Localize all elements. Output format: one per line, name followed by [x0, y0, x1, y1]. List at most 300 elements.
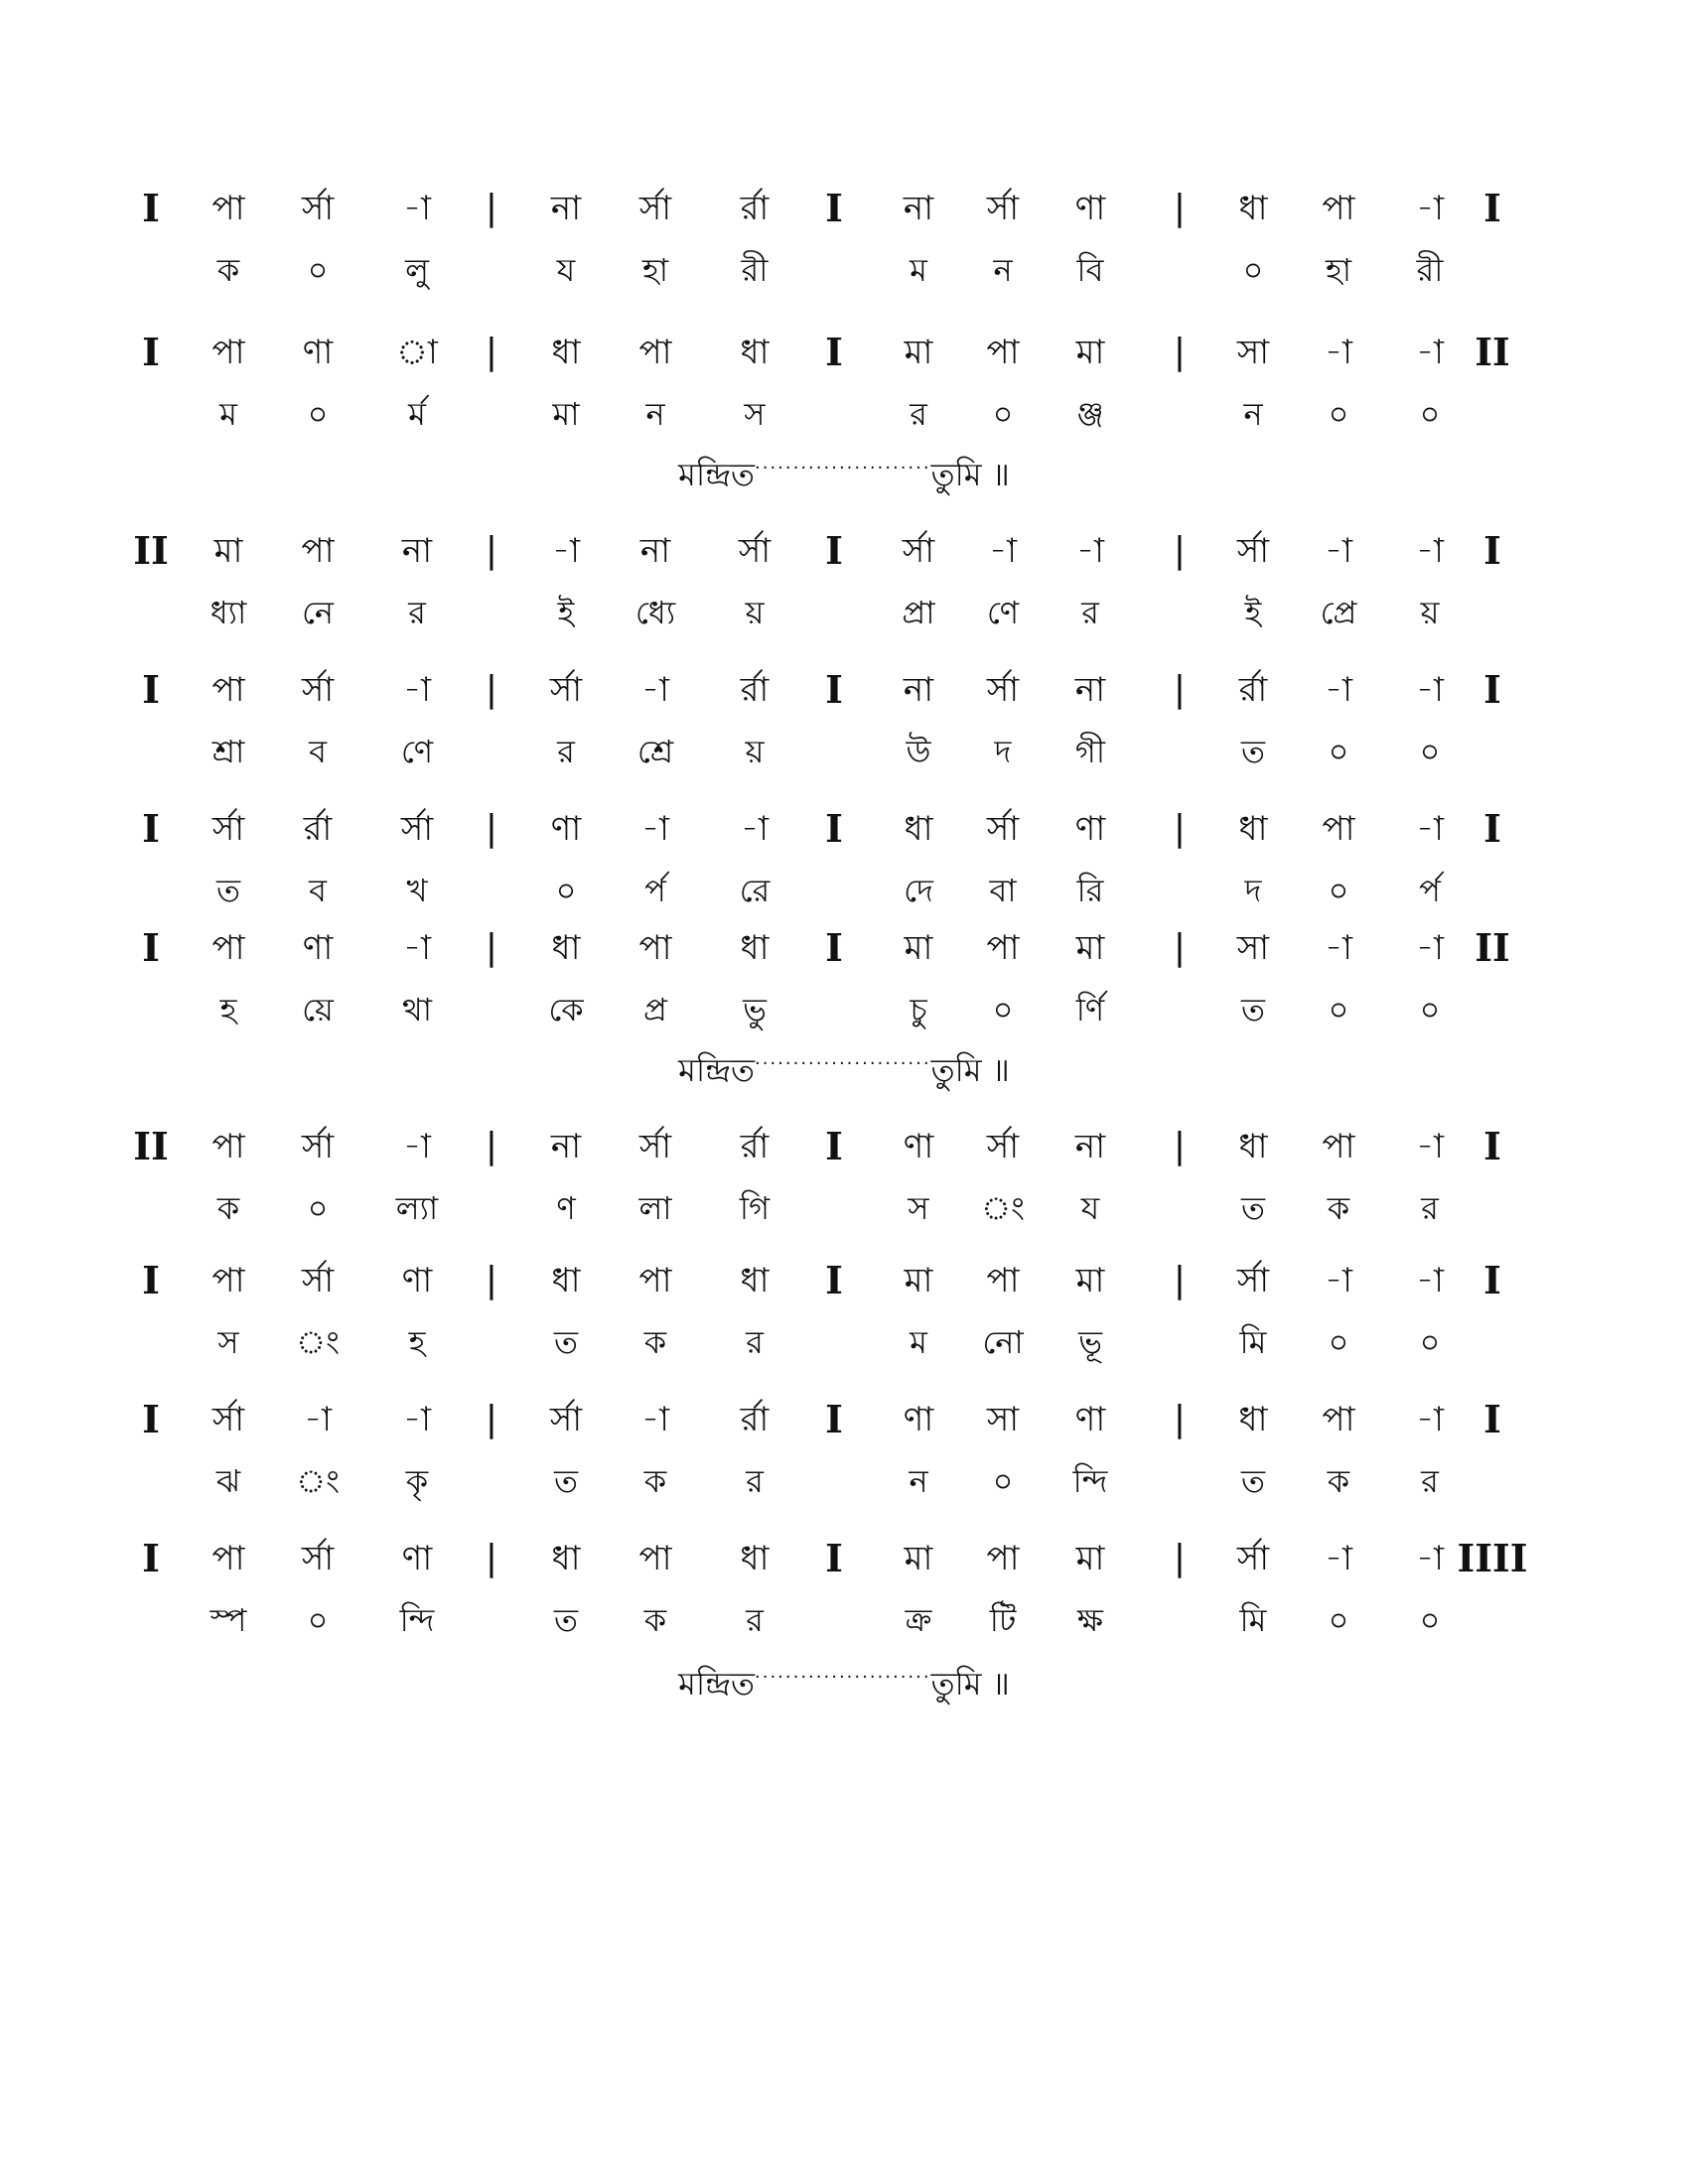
lyric-syllable: ০	[1419, 991, 1441, 1028]
lyric-syllable: ত	[1240, 1189, 1266, 1227]
lyric-syllable: শ্রা	[211, 733, 245, 770]
end-barline: I	[1483, 806, 1501, 851]
swara-note: পা	[638, 1261, 672, 1300]
start-barline: II	[133, 528, 169, 573]
swara-note: -া	[1325, 670, 1352, 710]
lyric-syllable: ০	[1419, 1323, 1441, 1361]
lyric-syllable: ০	[1328, 991, 1349, 1028]
notation-line	[0, 323, 1688, 382]
swara-note: না	[903, 670, 934, 710]
lyric-syllable: মি	[1239, 1601, 1267, 1639]
notation-line	[0, 1117, 1688, 1176]
swara-note: র্সা	[301, 1261, 335, 1300]
swara-note: -া	[1416, 809, 1444, 849]
barline: |	[485, 808, 498, 849]
lyric-syllable: ম	[910, 1323, 927, 1361]
lyric-syllable: ন	[1243, 395, 1263, 433]
lyric-line	[0, 861, 1688, 920]
lyric-line	[0, 1312, 1688, 1372]
swara-note: ধা	[740, 1539, 770, 1578]
swara-note: ণা	[903, 1400, 934, 1439]
swara-note: -া	[403, 670, 431, 710]
lyric-syllable: কে	[548, 991, 584, 1028]
swara-note: না	[903, 189, 934, 228]
lyric-syllable: ক	[643, 1323, 667, 1361]
lyric-syllable: ০	[555, 872, 577, 909]
lyric-syllable: য	[556, 251, 576, 289]
lyric-syllable: ভু	[743, 991, 767, 1028]
swara-note: না	[1074, 1127, 1106, 1166]
lyric-syllable: র	[746, 1462, 764, 1500]
swara-note: মা	[904, 1261, 933, 1300]
swara-note: র্সা	[986, 809, 1020, 849]
lyric-syllable: রি	[1076, 872, 1104, 909]
barline: |	[1173, 808, 1187, 849]
swara-note: র্সা	[738, 531, 772, 571]
barline: |	[485, 188, 498, 228]
swara-note: পা	[211, 1539, 245, 1578]
notation-line	[0, 799, 1688, 859]
refrain-end: তুমি ॥	[930, 1050, 1010, 1089]
swara-note: র্সা	[301, 1127, 335, 1166]
lyric-syllable: ০	[1328, 1323, 1349, 1361]
swara-note: পা	[986, 1539, 1020, 1578]
swara-note: মা	[1075, 333, 1105, 372]
swara-note: পা	[986, 333, 1020, 372]
swara-note: পা	[638, 1539, 672, 1578]
lyric-syllable: কৃ	[405, 1462, 429, 1500]
lyric-line	[0, 1178, 1688, 1238]
lyric-syllable: র	[557, 733, 575, 770]
swara-note: ণা	[1074, 809, 1106, 849]
lyric-syllable: ম	[910, 251, 927, 289]
lyric-syllable: ত	[553, 1601, 579, 1639]
end-barline: IIII	[1457, 1536, 1528, 1580]
swara-note: র্সা	[301, 1539, 335, 1578]
swara-note: -া	[1325, 928, 1352, 968]
refrain-dots: ·······················	[755, 458, 931, 478]
swara-note: -া	[304, 1400, 332, 1439]
barline: |	[1173, 530, 1187, 571]
refrain-dots: ·······················	[755, 1053, 931, 1074]
swara-note: ধা	[551, 333, 581, 372]
lyric-syllable: হ	[219, 991, 237, 1028]
swara-note: -া	[1416, 1127, 1444, 1166]
lyric-syllable: শ্রে	[636, 733, 674, 770]
swara-note: -া	[1325, 333, 1352, 372]
swara-note: -া	[1416, 1261, 1444, 1300]
start-barline: I	[142, 1258, 160, 1302]
swara-note: পা	[1322, 809, 1355, 849]
lyric-syllable: ন	[645, 395, 665, 433]
barline: |	[485, 1126, 498, 1166]
lyric-syllable: ব	[309, 872, 327, 909]
lyric-syllable: হা	[1325, 251, 1352, 289]
barline: |	[1173, 1399, 1187, 1439]
swara-note: ধা	[1238, 189, 1268, 228]
lyric-syllable: বি	[1076, 251, 1104, 289]
notation-line	[0, 1529, 1688, 1588]
swara-note: না	[639, 531, 671, 571]
lyric-line	[0, 240, 1688, 300]
barline: I	[825, 1536, 843, 1580]
swara-note: র্রা	[303, 809, 333, 849]
lyric-syllable: ০	[307, 251, 329, 289]
refrain-start: মন্দ্রিত	[678, 1664, 755, 1703]
swara-note: -া	[1416, 670, 1444, 710]
lyric-syllable: র	[746, 1601, 764, 1639]
lyric-syllable: র	[408, 594, 426, 631]
start-barline: I	[142, 186, 160, 230]
swara-note: ণা	[1074, 1400, 1106, 1439]
swara-note: ধা	[1238, 809, 1268, 849]
notation-line	[0, 1251, 1688, 1310]
swara-note: র্সা	[211, 809, 245, 849]
lyric-syllable: ন্দি	[1072, 1462, 1108, 1500]
swara-note: সা	[1236, 928, 1270, 968]
notation-line	[0, 521, 1688, 581]
barline: |	[1173, 1260, 1187, 1300]
lyric-syllable: ং	[981, 1189, 1025, 1227]
lyric-syllable: ০	[1419, 395, 1441, 433]
swara-note: র্সা	[549, 670, 583, 710]
swara-note: -া	[552, 531, 580, 571]
swara-note: -া	[1416, 333, 1444, 372]
swara-note: র্সা	[986, 189, 1020, 228]
notation-line	[0, 1390, 1688, 1449]
refrain-start: মন্দ্রিত	[678, 455, 755, 493]
swara-note: পা	[211, 1127, 245, 1166]
swara-note: মা	[904, 1539, 933, 1578]
start-barline: I	[142, 1536, 160, 1580]
barline: |	[485, 669, 498, 710]
swara-note: পা	[1322, 1127, 1355, 1166]
lyric-syllable: র	[1421, 1189, 1439, 1227]
start-barline: I	[142, 330, 160, 374]
end-barline: I	[1483, 1397, 1501, 1441]
swara-note: র্সা	[986, 670, 1020, 710]
lyric-syllable: স	[217, 1323, 239, 1361]
barline: |	[1173, 669, 1187, 710]
lyric-syllable: ণে	[400, 733, 434, 770]
lyric-syllable: রী	[1416, 251, 1444, 289]
swara-note: র্রা	[740, 670, 770, 710]
lyric-syllable: লা	[638, 1189, 672, 1227]
lyric-syllable: র	[1421, 1462, 1439, 1500]
swara-note: সা	[986, 1400, 1020, 1439]
lyric-syllable: ক	[643, 1462, 667, 1500]
lyric-syllable: ০	[307, 1601, 329, 1639]
swara-note: না	[550, 189, 582, 228]
swara-note: র্রা	[740, 1127, 770, 1166]
lyric-syllable: য়	[745, 733, 765, 770]
lyric-line	[0, 722, 1688, 781]
barline: I	[825, 1124, 843, 1168]
refrain-line	[0, 1039, 1688, 1089]
swara-note: -া	[403, 1127, 431, 1166]
swara-note: ধা	[551, 1261, 581, 1300]
barline: |	[485, 1260, 498, 1300]
swara-note: র্সা	[1236, 1261, 1270, 1300]
lyric-syllable: ০	[307, 395, 329, 433]
lyric-syllable: চু	[910, 991, 927, 1028]
lyric-syllable: নো	[982, 1323, 1024, 1361]
lyric-syllable: ত	[1240, 1462, 1266, 1500]
end-barline: I	[1483, 1124, 1501, 1168]
lyric-syllable: ০	[307, 1189, 329, 1227]
swara-note: ণা	[550, 809, 582, 849]
lyric-syllable: ত	[1240, 991, 1266, 1028]
swara-note: না	[550, 1127, 582, 1166]
swara-note: র্সা	[400, 809, 434, 849]
lyric-syllable: ল্যা	[395, 1189, 439, 1227]
swara-note: -া	[741, 809, 769, 849]
lyric-syllable: ঝ	[215, 1462, 241, 1500]
lyric-syllable: র	[910, 395, 927, 433]
lyric-syllable: ক	[643, 1601, 667, 1639]
swara-note: -া	[1076, 531, 1104, 571]
barline: I	[825, 667, 843, 712]
swara-note: পা	[211, 928, 245, 968]
swara-note: র্রা	[740, 189, 770, 228]
swara-note: মা	[1075, 928, 1105, 968]
lyric-syllable: রে	[739, 872, 771, 909]
lyric-syllable: ন	[993, 251, 1013, 289]
swara-note: ণা	[401, 1539, 433, 1578]
swara-note: ধা	[551, 1539, 581, 1578]
lyric-syllable: ০	[1419, 1601, 1441, 1639]
lyric-syllable: রী	[741, 251, 769, 289]
swara-note: -া	[1416, 1400, 1444, 1439]
swara-note: ণা	[302, 333, 334, 372]
lyric-syllable: ই	[557, 594, 575, 631]
swara-note: র্সা	[1236, 531, 1270, 571]
end-barline: I	[1483, 667, 1501, 712]
swara-note: -া	[641, 809, 669, 849]
lyric-syllable: ০	[1419, 733, 1441, 770]
start-barline: I	[142, 1397, 160, 1441]
swara-note: র্রা	[1238, 670, 1268, 710]
swara-note: র্সা	[986, 1127, 1020, 1166]
swara-note: -া	[403, 928, 431, 968]
lyric-syllable: গি	[739, 1189, 771, 1227]
swara-note: -া	[1416, 531, 1444, 571]
lyric-syllable: ০	[1242, 251, 1264, 289]
notation-line	[0, 918, 1688, 978]
lyric-syllable: ০	[1328, 1601, 1349, 1639]
lyric-syllable: ই	[1244, 594, 1262, 631]
lyric-syllable: ণে	[986, 594, 1020, 631]
lyric-syllable: মা	[552, 395, 580, 433]
lyric-syllable: ০	[992, 395, 1014, 433]
swara-note: ধা	[1238, 1127, 1268, 1166]
start-barline: I	[142, 806, 160, 851]
lyric-syllable: ক	[216, 1189, 240, 1227]
swara-note: সা	[1236, 333, 1270, 372]
barline: |	[1173, 1126, 1187, 1166]
end-barline: I	[1483, 528, 1501, 573]
end-barline: I	[1483, 186, 1501, 230]
lyric-line	[0, 384, 1688, 444]
lyric-syllable: স	[744, 395, 766, 433]
swara-note: পা	[211, 670, 245, 710]
lyric-syllable: দে	[904, 872, 933, 909]
barline: I	[825, 186, 843, 230]
swara-note: ধা	[740, 928, 770, 968]
end-barline: II	[1475, 330, 1510, 374]
lyric-syllable: র্প	[1419, 872, 1441, 909]
refrain-start: মন্দ্রিত	[678, 1050, 755, 1089]
lyric-syllable: ং	[296, 1462, 340, 1500]
swara-note: -া	[1416, 928, 1444, 968]
barline: |	[1173, 927, 1187, 968]
lyric-syllable: ত	[553, 1462, 579, 1500]
lyric-line	[0, 583, 1688, 642]
lyric-syllable: ণ	[556, 1189, 576, 1227]
barline: |	[1173, 332, 1187, 372]
swara-note: ধা	[904, 809, 933, 849]
swara-note: ণা	[302, 928, 334, 968]
barline: I	[825, 806, 843, 851]
lyric-syllable: স	[908, 1189, 929, 1227]
swara-note: র্সা	[549, 1400, 583, 1439]
swara-note: পা	[638, 333, 672, 372]
lyric-syllable: য়	[1420, 594, 1440, 631]
barline: I	[825, 925, 843, 970]
lyric-syllable: ং	[296, 1323, 340, 1361]
refrain-line	[0, 1653, 1688, 1703]
lyric-syllable: প্রে	[1320, 594, 1357, 631]
swara-note: র্সা	[638, 1127, 672, 1166]
swara-note: মা	[213, 531, 243, 571]
swara-note: পা	[211, 1261, 245, 1300]
barline: I	[825, 528, 843, 573]
lyric-syllable: ত	[215, 872, 241, 909]
swara-note: র্রা	[740, 1400, 770, 1439]
lyric-syllable: র	[1081, 594, 1099, 631]
end-barline: I	[1483, 1258, 1501, 1302]
refrain-end: তুমি ॥	[930, 455, 1010, 493]
swara-note: না	[401, 531, 433, 571]
swara-note: ধা	[740, 333, 770, 372]
swara-note: পা	[301, 531, 335, 571]
lyric-syllable: ক	[1327, 1462, 1350, 1500]
swara-note: মা	[904, 928, 933, 968]
start-barline: II	[133, 1124, 169, 1168]
barline: |	[485, 530, 498, 571]
lyric-syllable: র্ম	[408, 395, 426, 433]
swara-note: পা	[1322, 189, 1355, 228]
swara-note: -া	[989, 531, 1017, 571]
swara-note: ণা	[1074, 189, 1106, 228]
lyric-syllable: প্রা	[902, 594, 935, 631]
lyric-syllable: ঞ্জ	[1076, 395, 1104, 433]
swara-note: -া	[1416, 1539, 1444, 1578]
lyric-syllable: য	[1080, 1189, 1100, 1227]
barline: I	[825, 1397, 843, 1441]
swara-note: মা	[904, 333, 933, 372]
swara-note: -া	[403, 1400, 431, 1439]
swara-note: -া	[1416, 189, 1444, 228]
end-barline: II	[1475, 925, 1510, 970]
lyric-syllable: লু	[405, 251, 429, 289]
swara-note: ণা	[903, 1127, 934, 1166]
swara-note: ধা	[551, 928, 581, 968]
swara-note: া	[396, 333, 438, 372]
swara-note: মা	[1075, 1539, 1105, 1578]
lyric-syllable: দ	[1244, 872, 1262, 909]
lyric-syllable: উ	[906, 733, 931, 770]
lyric-syllable: ০	[992, 1462, 1014, 1500]
lyric-syllable: নে	[301, 594, 335, 631]
lyric-syllable: হা	[641, 251, 669, 289]
lyric-syllable: খ	[406, 872, 428, 909]
lyric-syllable: ক্ষ	[1077, 1601, 1103, 1639]
lyric-syllable: ধ্যা	[210, 594, 247, 631]
swara-note: পা	[1322, 1400, 1355, 1439]
lyric-syllable: য়ে	[302, 991, 334, 1028]
lyric-syllable: ০	[1328, 395, 1349, 433]
swara-note: পা	[211, 333, 245, 372]
lyric-syllable: র্প	[644, 872, 666, 909]
refrain-dots: ·······················	[755, 1667, 931, 1688]
lyric-syllable: ০	[992, 991, 1014, 1028]
swara-note: ধা	[740, 1261, 770, 1300]
barline: |	[1173, 188, 1187, 228]
swara-note: পা	[211, 189, 245, 228]
lyric-syllable: বা	[989, 872, 1017, 909]
swara-note: র্সা	[1236, 1539, 1270, 1578]
lyric-syllable: র্ণি	[1075, 991, 1105, 1028]
swara-note: -া	[1325, 1261, 1352, 1300]
lyric-syllable: ০	[1328, 733, 1349, 770]
swara-note: র্সা	[301, 189, 335, 228]
swara-note: -া	[641, 670, 669, 710]
barline: |	[485, 927, 498, 968]
lyric-syllable: থা	[401, 991, 433, 1028]
barline: I	[825, 1258, 843, 1302]
swara-note: -া	[1325, 1539, 1352, 1578]
lyric-syllable: ন	[909, 1462, 928, 1500]
lyric-syllable: হ	[408, 1323, 426, 1361]
lyric-syllable: ০	[1328, 872, 1349, 909]
lyric-syllable: দ	[994, 733, 1012, 770]
lyric-line	[0, 980, 1688, 1039]
barline: |	[1173, 1538, 1187, 1578]
swara-note: র্সা	[301, 670, 335, 710]
notation-line	[0, 179, 1688, 238]
lyric-syllable: ত	[1240, 733, 1266, 770]
lyric-syllable: ধ্যে	[634, 594, 676, 631]
swara-note: -া	[1325, 531, 1352, 571]
lyric-syllable: য়	[745, 594, 765, 631]
lyric-syllable: টি	[989, 1601, 1017, 1639]
swara-note: ণা	[401, 1261, 433, 1300]
start-barline: I	[142, 925, 160, 970]
lyric-line	[0, 1590, 1688, 1650]
lyric-syllable: ব	[309, 733, 327, 770]
notation-line	[0, 660, 1688, 720]
swara-note: র্সা	[902, 531, 935, 571]
lyric-line	[0, 1451, 1688, 1511]
lyric-syllable: ত	[553, 1323, 579, 1361]
lyric-syllable: ক	[1327, 1189, 1350, 1227]
refrain-end: তুমি ॥	[930, 1664, 1010, 1703]
swara-note: ধা	[1238, 1400, 1268, 1439]
lyric-syllable: ম	[219, 395, 237, 433]
swara-note: -া	[641, 1400, 669, 1439]
lyric-syllable: ক	[216, 251, 240, 289]
